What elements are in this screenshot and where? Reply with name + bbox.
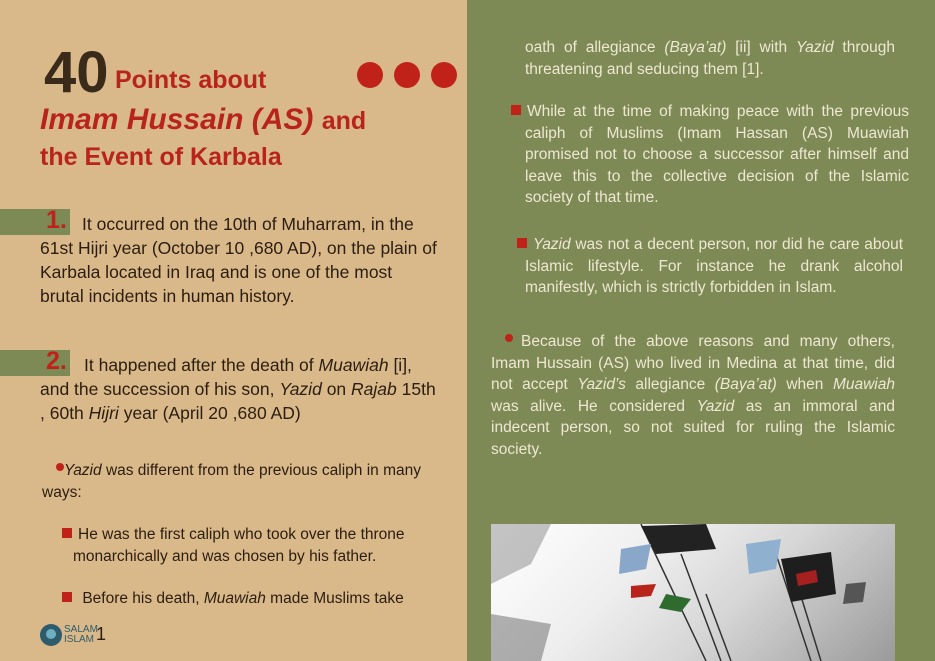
page-number: 1 xyxy=(96,624,107,644)
bullet-dot xyxy=(56,463,64,471)
point1-number: 1. xyxy=(46,206,67,234)
bullet-dot xyxy=(505,334,513,342)
bullet-square xyxy=(511,105,521,115)
point2-number: 2. xyxy=(46,347,67,375)
salam-islam-logo: SALAM ISLAM xyxy=(40,624,98,646)
decor-dot xyxy=(431,62,457,88)
right-yazid-text: Yazid was not a decent person, nor did he care about Islamic lifestyle. For instance he drank alcohol manifestly, which is strictly forbidden in Islam. xyxy=(517,234,903,299)
bullet-first-caliph: He was the first caliph who took over the throne monarchically and was chosen by his father. xyxy=(62,524,449,568)
decor-dot xyxy=(357,62,383,88)
decor-dot xyxy=(394,62,420,88)
title-line1: Points about xyxy=(115,66,267,94)
bullet-square xyxy=(62,528,72,538)
flags-illustration xyxy=(491,524,895,661)
right-because-text: Because of the above reasons and many others, Imam Hussain (AS) who lived in Medina at that time, did not accept Yazid’s allegiance (Baya’at) when Muawiah was alive. He considered Yazid as an immoral and indecent person, so not suited for ruling the Islamic society. xyxy=(491,333,895,458)
yazid-different-text: Yazid was different from the previous caliph in many ways: xyxy=(42,462,421,501)
title-and: and xyxy=(321,107,367,135)
point2-text: It happened after the death of Muawiah [i], and the succession of his son, Yazid on Rajab 15th , 60th Hijri year (April 20 ,680 AD) xyxy=(40,355,436,423)
flags-photo xyxy=(491,524,895,661)
bullet-square xyxy=(62,592,72,602)
bullet-before-death: Before his death, Muawiah made Muslims take xyxy=(62,588,442,610)
title-number: 40 xyxy=(44,40,109,105)
point1-text: It occurred on the 10th of Muharram, in the 61st Hijri year (October 10 ,680 AD), on the plain of Karbala located in Iraq and is one of the most brutal incidents in human history. xyxy=(40,214,437,306)
right-peace-text: While at the time of making peace with the previous caliph of Muslims (Imam Hassan (AS) Muawiah promised not to choose a successor after himself and leave this to the collective decision of the Islamic society of that time. xyxy=(511,101,909,209)
title-line3: the Event of Karbala xyxy=(40,143,282,171)
title-line2 xyxy=(40,103,366,137)
bullet-square xyxy=(517,238,527,248)
logo-icon xyxy=(40,624,62,646)
right-continuation: oath of allegiance (Baya’at) [ii] with Yazid through threatening and seducing them [1]. xyxy=(525,39,895,78)
title-imam: Imam Hussain (AS) xyxy=(40,103,314,136)
